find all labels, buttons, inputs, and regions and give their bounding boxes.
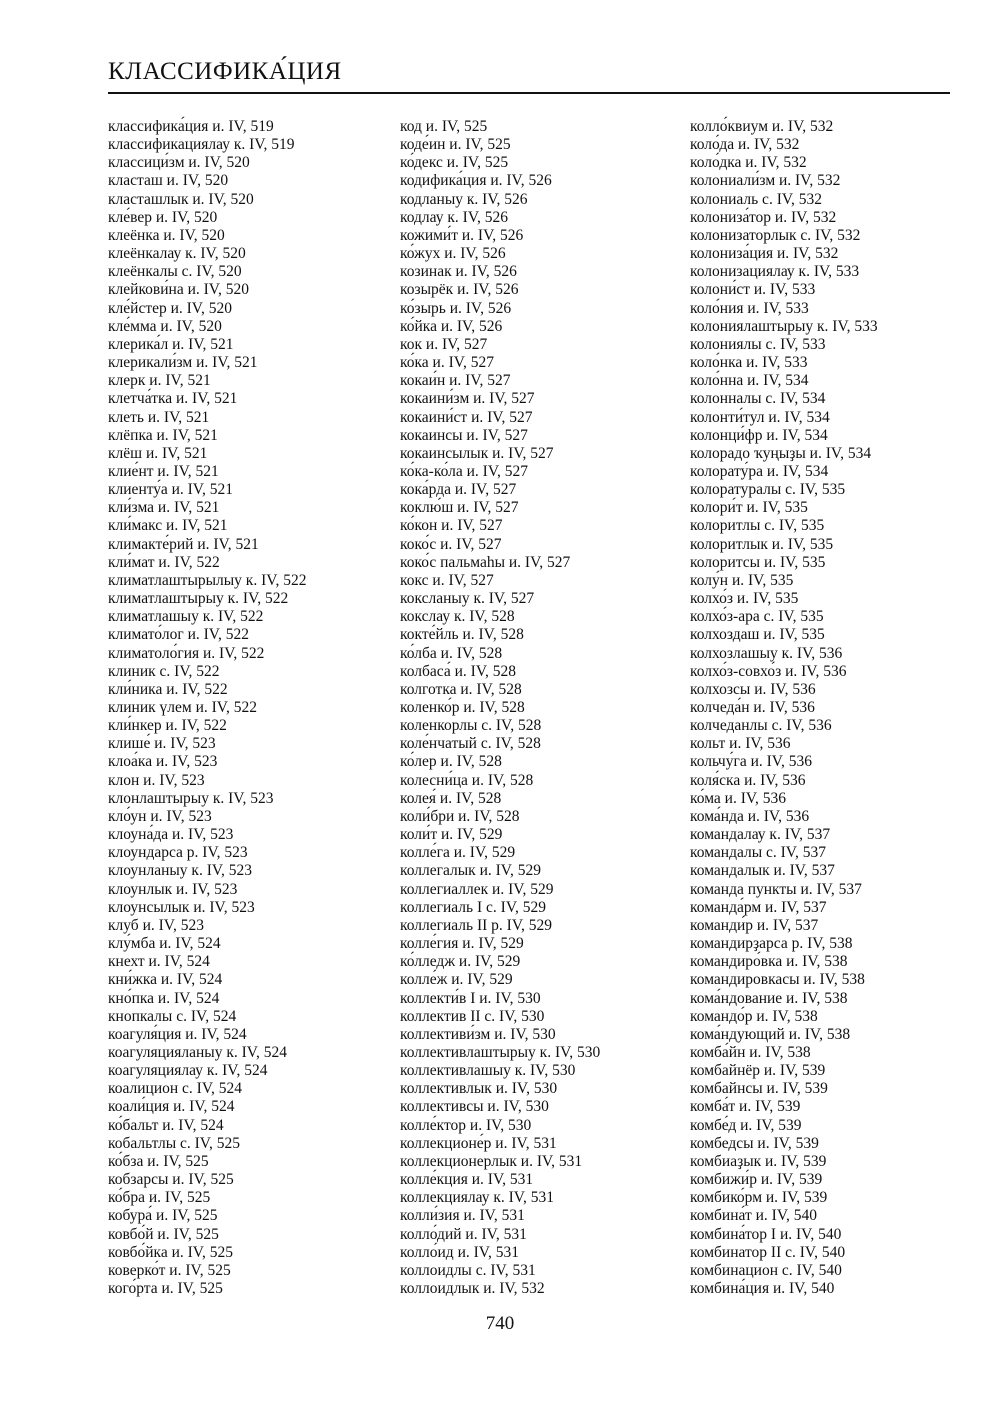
index-entry: колесни́ца и. IV, 528 xyxy=(400,771,534,789)
index-entry: кли́мат и. IV, 522 xyxy=(108,553,220,571)
index-entry: ко́йка и. IV, 526 xyxy=(400,317,503,335)
index-entry: кле́мма и. IV, 520 xyxy=(108,317,222,335)
index-entry: козырёк и. IV, 526 xyxy=(400,281,519,299)
index-entry: колхо́з и. IV, 535 xyxy=(690,590,799,608)
index-entry: коле́нчатый с. IV, 528 xyxy=(400,735,541,753)
index-entry: климато́лог и. IV, 522 xyxy=(108,626,249,644)
index-entry: колле́гия и. IV, 529 xyxy=(400,935,524,953)
index-entry: коллекциялау к. IV, 531 xyxy=(400,1189,554,1207)
index-entry: ко́жух и. IV, 526 xyxy=(400,245,506,263)
index-entry: комбина́тор I и. IV, 540 xyxy=(690,1225,842,1243)
index-entry: климатоло́гия и. IV, 522 xyxy=(108,644,265,662)
index-entry: клейкови́на и. IV, 520 xyxy=(108,281,249,299)
index-entry: классици́зм и. IV, 520 xyxy=(108,154,250,172)
index-entry: кокаини́ст и. IV, 527 xyxy=(400,408,533,426)
index-entry: команди́р и. IV, 537 xyxy=(690,916,819,934)
index-entry: комбинатор II с. IV, 540 xyxy=(690,1243,846,1261)
index-entry: коллективлаштырыу к. IV, 530 xyxy=(400,1043,601,1061)
index-entry: колоритлы с. IV, 535 xyxy=(690,517,825,535)
index-entry: классификациялау к. IV, 519 xyxy=(108,136,295,154)
index-entry: ко́ка-ко́ла и. IV, 527 xyxy=(400,462,529,480)
index-entry: кобура́ и. IV, 525 xyxy=(108,1207,218,1225)
index-entry: коалицион с. IV, 524 xyxy=(108,1080,243,1098)
index-entry: клёпка и. IV, 521 xyxy=(108,426,218,444)
index-entry: колли́зия и. IV, 531 xyxy=(400,1207,525,1225)
index-entry: коллегалык и. IV, 529 xyxy=(400,862,541,880)
index-entry: климатлаштырыу к. IV, 522 xyxy=(108,590,289,608)
index-entry: кома́ндующий и. IV, 538 xyxy=(690,1025,851,1043)
index-entry: клише́ и. IV, 523 xyxy=(108,735,216,753)
index-entry: колониза́тор и. IV, 532 xyxy=(690,208,837,226)
index-entry: командо́р и. IV, 538 xyxy=(690,1007,818,1025)
index-entry: колле́кция и. IV, 531 xyxy=(400,1171,534,1189)
header-rule xyxy=(108,92,950,94)
index-entry: кодифика́ция и. IV, 526 xyxy=(400,172,552,190)
index-entry: колле́ктор и. IV, 530 xyxy=(400,1116,532,1134)
index-entry: колготка и. IV, 528 xyxy=(400,680,522,698)
index-entry: колонналы с. IV, 534 xyxy=(690,390,826,408)
index-entry: колу́н и. IV, 535 xyxy=(690,571,794,589)
index-entry: командирҙарса р. IV, 538 xyxy=(690,935,853,953)
index-entry: класташлык и. IV, 520 xyxy=(108,190,254,208)
index-entry: комбе́д и. IV, 539 xyxy=(690,1116,802,1134)
index-entry: кнопкалы с. IV, 524 xyxy=(108,1007,237,1025)
index-entry: колчеда́н и. IV, 536 xyxy=(690,699,815,716)
index-entry: кокте́йль и. IV, 528 xyxy=(400,626,524,644)
index-entry: коксланыу к. IV, 527 xyxy=(400,590,535,608)
index-entry: клоа́ка и. IV, 523 xyxy=(108,753,218,771)
index-entry: клиник үлем и. IV, 522 xyxy=(108,699,258,716)
index-entry: клеёнка и. IV, 520 xyxy=(108,226,225,244)
index-entry: клоуна́да и. IV, 523 xyxy=(108,826,234,844)
page-header-title: КЛАССИФИКА́ЦИЯ xyxy=(108,58,342,85)
index-entry: кокаинсылык и. IV, 527 xyxy=(400,444,554,462)
index-entry: ко́ма и. IV, 536 xyxy=(690,789,787,807)
index-entry: коллективи́зм и. IV, 530 xyxy=(400,1025,556,1043)
index-entry: клоунсылык и. IV, 523 xyxy=(108,898,255,916)
index-entry: кнехт и. IV, 524 xyxy=(108,953,210,971)
index-entry: клоунлык и. IV, 523 xyxy=(108,880,238,898)
index-entry: кокаинсы и. IV, 527 xyxy=(400,426,528,444)
index-entry: колониялы с. IV, 533 xyxy=(690,335,826,353)
index-entry: комбина́т и. IV, 540 xyxy=(690,1207,818,1225)
index-entry: класташ и. IV, 520 xyxy=(108,172,229,190)
index-entry: клерикали́зм и. IV, 521 xyxy=(108,354,258,372)
index-entry: коллоидлы с. IV, 531 xyxy=(400,1261,536,1279)
index-entry: колло́квиум и. IV, 532 xyxy=(690,118,834,135)
index-entry: кожими́т и. IV, 526 xyxy=(400,226,524,244)
index-entry: коллекционе́р и. IV, 531 xyxy=(400,1134,557,1152)
index-entry: колори́т и. IV, 535 xyxy=(690,499,808,517)
index-entry: клу́мба и. IV, 524 xyxy=(108,935,221,953)
index-entry: комбайнсы и. IV, 539 xyxy=(690,1080,828,1098)
index-entry: командалык и. IV, 537 xyxy=(690,862,835,880)
index-entry: кно́пка и. IV, 524 xyxy=(108,989,220,1007)
index-entry: команда́рм и. IV, 537 xyxy=(690,898,827,916)
index-entry: коли́бри и. IV, 528 xyxy=(400,807,520,825)
index-entry: кок и. IV, 527 xyxy=(400,335,488,353)
index-entry: колхоздаш и. IV, 535 xyxy=(690,626,825,644)
index-entry: кле́вер и. IV, 520 xyxy=(108,208,218,226)
index-entry: ко́декс и. IV, 525 xyxy=(400,154,509,172)
index-entry: коагуля́ция и. IV, 524 xyxy=(108,1025,247,1043)
index-entry: ковбо́й и. IV, 525 xyxy=(108,1225,219,1243)
index-entry: клие́нт и. IV, 521 xyxy=(108,462,219,480)
index-entry: климатлаштырылыу к. IV, 522 xyxy=(108,571,307,589)
index-entry: колони́ст и. IV, 533 xyxy=(690,281,816,299)
index-entry: ко́лледж и. IV, 529 xyxy=(400,953,521,971)
index-entry: кома́нда и. IV, 536 xyxy=(690,807,810,825)
index-column-3 xyxy=(690,118,878,1298)
index-entry: колхо́з-совхо́з и. IV, 536 xyxy=(690,662,847,680)
index-entry: клонлаштырыу к. IV, 523 xyxy=(108,789,274,807)
index-entry: колчеданлы с. IV, 536 xyxy=(690,717,832,735)
index-entry: коверко́т и. IV, 525 xyxy=(108,1261,231,1279)
index-entry: клеёнкалы с. IV, 520 xyxy=(108,263,242,281)
index-column-2 xyxy=(400,118,600,1298)
index-entry: клиник с. IV, 522 xyxy=(108,662,220,680)
index-entry: комбайнёр и. IV, 539 xyxy=(690,1062,826,1080)
index-entry: командалау к. IV, 537 xyxy=(690,826,831,844)
page-number: 740 xyxy=(485,1313,515,1334)
index-entry: комбина́ция и. IV, 540 xyxy=(690,1280,835,1297)
index-entry: колониза́ция и. IV, 532 xyxy=(690,245,839,263)
index-entry: ко́бальт и. IV, 524 xyxy=(108,1116,224,1134)
index-entry: колея́ и. IV, 528 xyxy=(400,789,502,807)
index-entry: ко́лер и. IV, 528 xyxy=(400,753,502,771)
index-entry: коллектив II с. IV, 530 xyxy=(400,1007,545,1025)
index-entry: колорату́ра и. IV, 534 xyxy=(690,462,829,480)
index-entry: ковбо́йка и. IV, 525 xyxy=(108,1243,233,1261)
index-entry: ко́кон и. IV, 527 xyxy=(400,517,503,535)
index-entry: коли́т и. IV, 529 xyxy=(400,826,503,844)
index-entry: клерк и. IV, 521 xyxy=(108,372,211,390)
index-entry: комбико́рм и. IV, 539 xyxy=(690,1189,828,1207)
index-entry: клёш и. IV, 521 xyxy=(108,444,208,462)
index-entry: коллективлык и. IV, 530 xyxy=(400,1080,558,1098)
index-entry: ко́ка и. IV, 527 xyxy=(400,354,494,372)
index-entry: кокслау к. IV, 528 xyxy=(400,608,515,626)
index-entry: кли́нкер и. IV, 522 xyxy=(108,717,227,735)
index-entry: команда пункты и. IV, 537 xyxy=(690,880,862,898)
index-entry: клеёнкалау к. IV, 520 xyxy=(108,245,246,263)
index-entry: колоритсы и. IV, 535 xyxy=(690,553,826,571)
index-entry: коленко́р и. IV, 528 xyxy=(400,699,525,716)
index-entry: кли́макс и. IV, 521 xyxy=(108,517,228,535)
index-entry: коллекти́в I и. IV, 530 xyxy=(400,989,541,1007)
index-entry: кого́рта и. IV, 525 xyxy=(108,1280,223,1297)
index-entry: колло́ид и. IV, 531 xyxy=(400,1243,519,1261)
index-entry: коде́ин и. IV, 525 xyxy=(400,136,511,154)
index-entry: кобальтлы с. IV, 525 xyxy=(108,1134,241,1152)
index-entry: колхо́з-ара с. IV, 535 xyxy=(690,608,824,626)
index-entry: коали́ция и. IV, 524 xyxy=(108,1098,235,1116)
index-entry: комба́йн и. IV, 538 xyxy=(690,1043,811,1061)
index-entry: коля́ска и. IV, 536 xyxy=(690,771,806,789)
index-entry: клон и. IV, 523 xyxy=(108,771,205,789)
index-entry: комбижи́р и. IV, 539 xyxy=(690,1171,823,1189)
index-entry: коко́с пальмаһы и. IV, 527 xyxy=(400,553,571,571)
index-entry: коагуляциялау к. IV, 524 xyxy=(108,1062,268,1080)
index-entry: колониялаштырыу к. IV, 533 xyxy=(690,317,878,335)
index-entry: колониали́зм и. IV, 532 xyxy=(690,172,841,190)
index-entry: коло́нка и. IV, 533 xyxy=(690,354,808,372)
index-entry: колонци́фр и. IV, 534 xyxy=(690,426,828,444)
index-entry: командалы с. IV, 537 xyxy=(690,844,826,862)
index-entry: кли́ника и. IV, 522 xyxy=(108,680,228,698)
index-entry: классифика́ция и. IV, 519 xyxy=(108,118,274,135)
index-entry: клерика́л и. IV, 521 xyxy=(108,335,234,353)
index-entry: кокаи́н и. IV, 527 xyxy=(400,372,511,390)
index-entry: колорадо ҡуңыҙы и. IV, 534 xyxy=(690,444,872,462)
index-entry: колонизаторлык с. IV, 532 xyxy=(690,226,861,244)
index-entry: кокс и. IV, 527 xyxy=(400,571,494,589)
index-entry: кли́зма и. IV, 521 xyxy=(108,499,220,517)
index-entry: колле́ж и. IV, 529 xyxy=(400,971,513,989)
index-entry: кольчу́га и. IV, 536 xyxy=(690,753,812,771)
index-entry: кодланыу к. IV, 526 xyxy=(400,190,528,208)
index-entry: комбинацион с. IV, 540 xyxy=(690,1261,842,1279)
index-entry: кока́рда и. IV, 527 xyxy=(400,481,517,499)
index-entry: климатлашыу к. IV, 522 xyxy=(108,608,264,626)
index-entry: кокаини́зм и. IV, 527 xyxy=(400,390,535,408)
index-entry: колонизациялау к. IV, 533 xyxy=(690,263,860,281)
index-entry: коло́ния и. IV, 533 xyxy=(690,299,809,317)
index-entry: клеть и. IV, 521 xyxy=(108,408,210,426)
index-entry: коллегиаль I с. IV, 529 xyxy=(400,898,547,916)
index-entry: коллективсы и. IV, 530 xyxy=(400,1098,549,1116)
index-entry: кольт и. IV, 536 xyxy=(690,735,791,753)
index-entry: ко́бза и. IV, 525 xyxy=(108,1152,209,1170)
index-entry: кни́жка и. IV, 524 xyxy=(108,971,223,989)
index-entry: коллегиаллек и. IV, 529 xyxy=(400,880,554,898)
index-entry: коклю́ш и. IV, 527 xyxy=(400,499,519,517)
index-entry: кло́ун и. IV, 523 xyxy=(108,807,212,825)
index-entry: коло́да и. IV, 532 xyxy=(690,136,800,154)
index-entry: ко́зырь и. IV, 526 xyxy=(400,299,512,317)
index-entry: клуб и. IV, 523 xyxy=(108,916,204,934)
index-entry: колло́дий и. IV, 531 xyxy=(400,1225,527,1243)
index-entry: коллегиаль II р. IV, 529 xyxy=(400,916,553,934)
index-entry: коллекционерлык и. IV, 531 xyxy=(400,1152,583,1170)
index-entry: кле́йстер и. IV, 520 xyxy=(108,299,232,317)
index-entry: колхозлашыу к. IV, 536 xyxy=(690,644,843,662)
index-entry: ко́лба и. IV, 528 xyxy=(400,644,503,662)
index-column-1 xyxy=(108,118,306,1298)
index-entry: клетча́тка и. IV, 521 xyxy=(108,390,238,408)
index-entry: кома́ндование и. IV, 538 xyxy=(690,989,848,1007)
index-entry: кобзарсы и. IV, 525 xyxy=(108,1171,234,1189)
index-entry: коллективлашыу к. IV, 530 xyxy=(400,1062,576,1080)
index-entry: колле́га и. IV, 529 xyxy=(400,844,516,862)
index-entry: клиенту́а и. IV, 521 xyxy=(108,481,234,499)
index-entry: клоундарса р. IV, 523 xyxy=(108,844,248,862)
index-entry: комбиаҙык и. IV, 539 xyxy=(690,1152,827,1170)
index-entry: колоратуралы с. IV, 535 xyxy=(690,481,846,499)
index-entry: коллоидлык и. IV, 532 xyxy=(400,1280,545,1297)
index-entry: колоритлык и. IV, 535 xyxy=(690,535,834,553)
index-entry: коло́дка и. IV, 532 xyxy=(690,154,807,172)
index-entry: кодлау к. IV, 526 xyxy=(400,208,509,226)
index-entry: колхозсы и. IV, 536 xyxy=(690,680,816,698)
index-entry: комба́т и. IV, 539 xyxy=(690,1098,801,1116)
index-entry: код и. IV, 525 xyxy=(400,118,488,135)
index-entry: колониаль с. IV, 532 xyxy=(690,190,823,208)
index-entry: климакте́рий и. IV, 521 xyxy=(108,535,259,553)
index-entry: ко́бра и. IV, 525 xyxy=(108,1189,211,1207)
index-entry: коленкорлы с. IV, 528 xyxy=(400,717,542,735)
index-entry: колонти́тул и. IV, 534 xyxy=(690,408,830,426)
index-entry: коко́с и. IV, 527 xyxy=(400,535,502,553)
index-entry: козинак и. IV, 526 xyxy=(400,263,517,281)
index-entry: коло́нна и. IV, 534 xyxy=(690,372,809,390)
index-entry: колбаса́ и. IV, 528 xyxy=(400,662,517,680)
index-entry: командировкасы и. IV, 538 xyxy=(690,971,865,989)
index-entry: комбедсы и. IV, 539 xyxy=(690,1134,819,1152)
index-entry: командиро́вка и. IV, 538 xyxy=(690,953,848,971)
index-entry: коагуляцияланыу к. IV, 524 xyxy=(108,1043,287,1061)
index-entry: клоунланыу к. IV, 523 xyxy=(108,862,253,880)
